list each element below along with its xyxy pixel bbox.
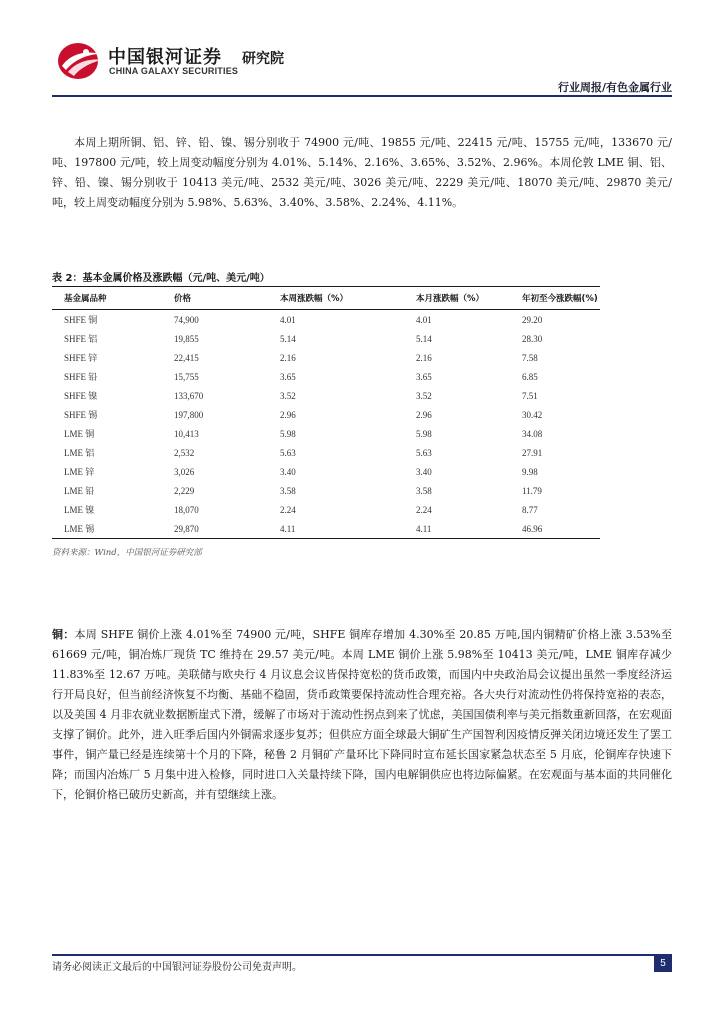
column-header: 基金属品种	[52, 287, 162, 310]
table-row	[52, 367, 600, 386]
table-cell: 2.96	[280, 409, 296, 420]
table-cell: 15,755	[174, 371, 199, 382]
table-cell: LME 铅	[64, 486, 95, 496]
table-cell: 19,855	[174, 333, 199, 344]
table-cell: 3,026	[174, 466, 195, 477]
table-row	[52, 348, 600, 367]
table-cell: 9.98	[522, 466, 538, 477]
table-row	[52, 481, 600, 500]
table-row	[52, 519, 600, 539]
table-cell: 28.30	[522, 333, 543, 344]
table-cell: 4.01	[280, 314, 296, 325]
table-cell: 4.11	[404, 519, 510, 539]
column-header: 本周涨跌幅（%）	[268, 287, 404, 310]
table-cell: 11.79	[522, 485, 542, 496]
table-row	[52, 405, 600, 424]
company-logo	[56, 40, 316, 82]
table-cell: 5.98	[280, 428, 296, 439]
table-cell: SHFE 铅	[64, 372, 98, 382]
table-cell: 3.52	[416, 390, 432, 401]
table-cell: 29.20	[522, 314, 543, 325]
table-cell: 18,070	[174, 504, 199, 515]
logo-chinese-name: 中国银河证券	[108, 47, 222, 68]
logo-research-institute: 研究院	[242, 51, 284, 67]
table-title: 表 2：基本金属价格及涨跌幅（元/吨、美元/吨）	[52, 273, 270, 284]
table-row	[52, 500, 600, 519]
table-cell: SHFE 铜	[64, 315, 98, 325]
table-cell: 7.58	[522, 352, 538, 363]
table-cell: 5.14	[280, 333, 296, 344]
price-summary-paragraph: 本周上期所铜、铝、锌、铅、镍、锡分别收于 74900 元/吨、19855 元/吨、22415 元/吨、15755 元/吨，133670 元/吨、197800 元/吨，较上周变动幅度分别为 4.01%、5.14%、2.16%、3.65%、3.52%、2.96%。本周伦敦 LME 铜、铝、锌、铅、镍、锡分别收于 10413 美元/吨、2532 美元/吨、3026 美元/吨、2229 美元/吨、18070 美元/吨、29870 美元/吨，较上周变动幅度分别为 5.98%、5.63%、3.40%、3.58%、2.24%、4.11%。	[52, 136, 672, 209]
table-cell: SHFE 锡	[64, 410, 98, 420]
table-cell: 8.77	[522, 504, 538, 515]
footer-divider	[52, 954, 672, 956]
copper-analysis-paragraph	[52, 625, 672, 805]
table-cell: 5.14	[416, 333, 432, 344]
logo-english-name: CHINA GALAXY SECURITIES	[109, 66, 239, 76]
table-cell: 6.85	[522, 371, 538, 382]
table-cell: SHFE 锌	[64, 353, 98, 363]
table-cell: LME 镍	[64, 505, 95, 515]
copper-lead-label: 铜：	[52, 628, 75, 641]
table-cell: 5.63	[416, 447, 432, 458]
table-cell: 5.63	[280, 447, 296, 458]
table-cell: 3.52	[280, 390, 296, 401]
page-number: 5	[654, 956, 672, 972]
table-row	[52, 462, 600, 481]
table-cell: 2,229	[174, 485, 195, 496]
table-row	[52, 310, 600, 330]
disclaimer-notice: 请务必阅读正文最后的中国银河证券股份公司免责声明。	[52, 962, 302, 973]
table-cell: 4.01	[416, 314, 432, 325]
table-cell: 7.51	[522, 390, 538, 401]
table-cell: 133,670	[174, 390, 204, 401]
table-row	[52, 424, 600, 443]
table-row	[52, 443, 600, 462]
metal-price-table	[52, 286, 600, 539]
table-cell: 46.96	[510, 519, 600, 539]
table-cell: 34.08	[522, 428, 543, 439]
header-divider	[52, 95, 672, 97]
table-cell: 4.11	[268, 519, 404, 539]
table-cell: 3.65	[280, 371, 296, 382]
table-cell: LME 锡	[52, 519, 162, 539]
table-cell: LME 铝	[64, 448, 95, 458]
table-cell: 29,870	[162, 519, 268, 539]
table-cell: 197,800	[174, 409, 204, 420]
table-cell: 3.58	[280, 485, 296, 496]
table-cell: 2.16	[416, 352, 432, 363]
table-cell: 3.40	[416, 466, 432, 477]
galaxy-logo-icon	[56, 40, 104, 82]
table-cell: 2.96	[416, 409, 432, 420]
table-cell: 30.42	[522, 409, 543, 420]
table-cell: LME 铜	[64, 429, 95, 439]
table-source-note: 资料来源：Wind，中国银河证券研究部	[52, 548, 202, 558]
table-cell: LME 锌	[64, 467, 95, 477]
column-header: 年初至今涨跌幅(%)	[510, 287, 600, 310]
table-cell: 27.91	[522, 447, 543, 458]
table-cell: 74,900	[174, 314, 199, 325]
table-row	[52, 329, 600, 348]
table-cell: 2.24	[416, 504, 432, 515]
table-cell: 2.24	[280, 504, 296, 515]
report-category: 行业周报/有色金属行业	[557, 81, 672, 94]
copper-analysis-text: 本周 SHFE 铜价上涨 4.01%至 74900 元/吨，SHFE 铜库存增加 4.30%至 20.85 万吨,国内铜精矿价格上涨 3.53%至 61669 元/吨，铜冶炼厂现货 TC 维持在 29.57 美元/吨。本周 LME 铜价上涨 5.98%至 10413 美元/吨，LME 铜库存减少 11.83%至 12.67 万吨。美联储与欧央行 4 月议息会议皆保持宽松的货币政策，而国内中央政治局会议提出虽然一季度经济运行开局良好，但当前经济恢复不均衡、基础不稳固，货币政策要保持流动性合理充裕。各大央行对流动性仍将保持宽裕的表态，以及美国 4 月非农就业数据断崖式下滑，缓解了市场对于流动性拐点到来了忧虑，美国国债利率与美元指数重新回落，在宏观面支撑了铜价。此外，进入旺季后国内外铜需求逐步复苏；但供应方面全球最大铜矿生产国智利因疫情反弹关闭边境还发生了罢工事件，铜产量已经是连续第十个月的下降，秘鲁 2 月铜矿产量环比下降同时宣布延长国家紧急状态至 5 月底，伦铜库存快速下降；而国内冶炼厂 5 月集中进入检修，同时进口入关量持续下降，国内电解铜供应也将边际偏紧。在宏观面与基本面的共同催化下，伦铜价格已破历史新高，并有望继续上涨。	[52, 628, 672, 801]
table-cell: 5.98	[416, 428, 432, 439]
table-header-row	[52, 287, 600, 310]
table-cell: 3.40	[280, 466, 296, 477]
table-cell: 3.58	[416, 485, 432, 496]
table-cell: 2.16	[280, 352, 296, 363]
table-cell: 22,415	[174, 352, 199, 363]
column-header: 价格	[162, 287, 268, 310]
table-cell: 3.65	[416, 371, 432, 382]
column-header: 本月涨跌幅（%）	[404, 287, 510, 310]
table-cell: 10,413	[174, 428, 199, 439]
table-cell: SHFE 铝	[64, 334, 98, 344]
table-cell: SHFE 镍	[64, 391, 98, 401]
table-row	[52, 386, 600, 405]
table-cell: 2,532	[174, 447, 195, 458]
